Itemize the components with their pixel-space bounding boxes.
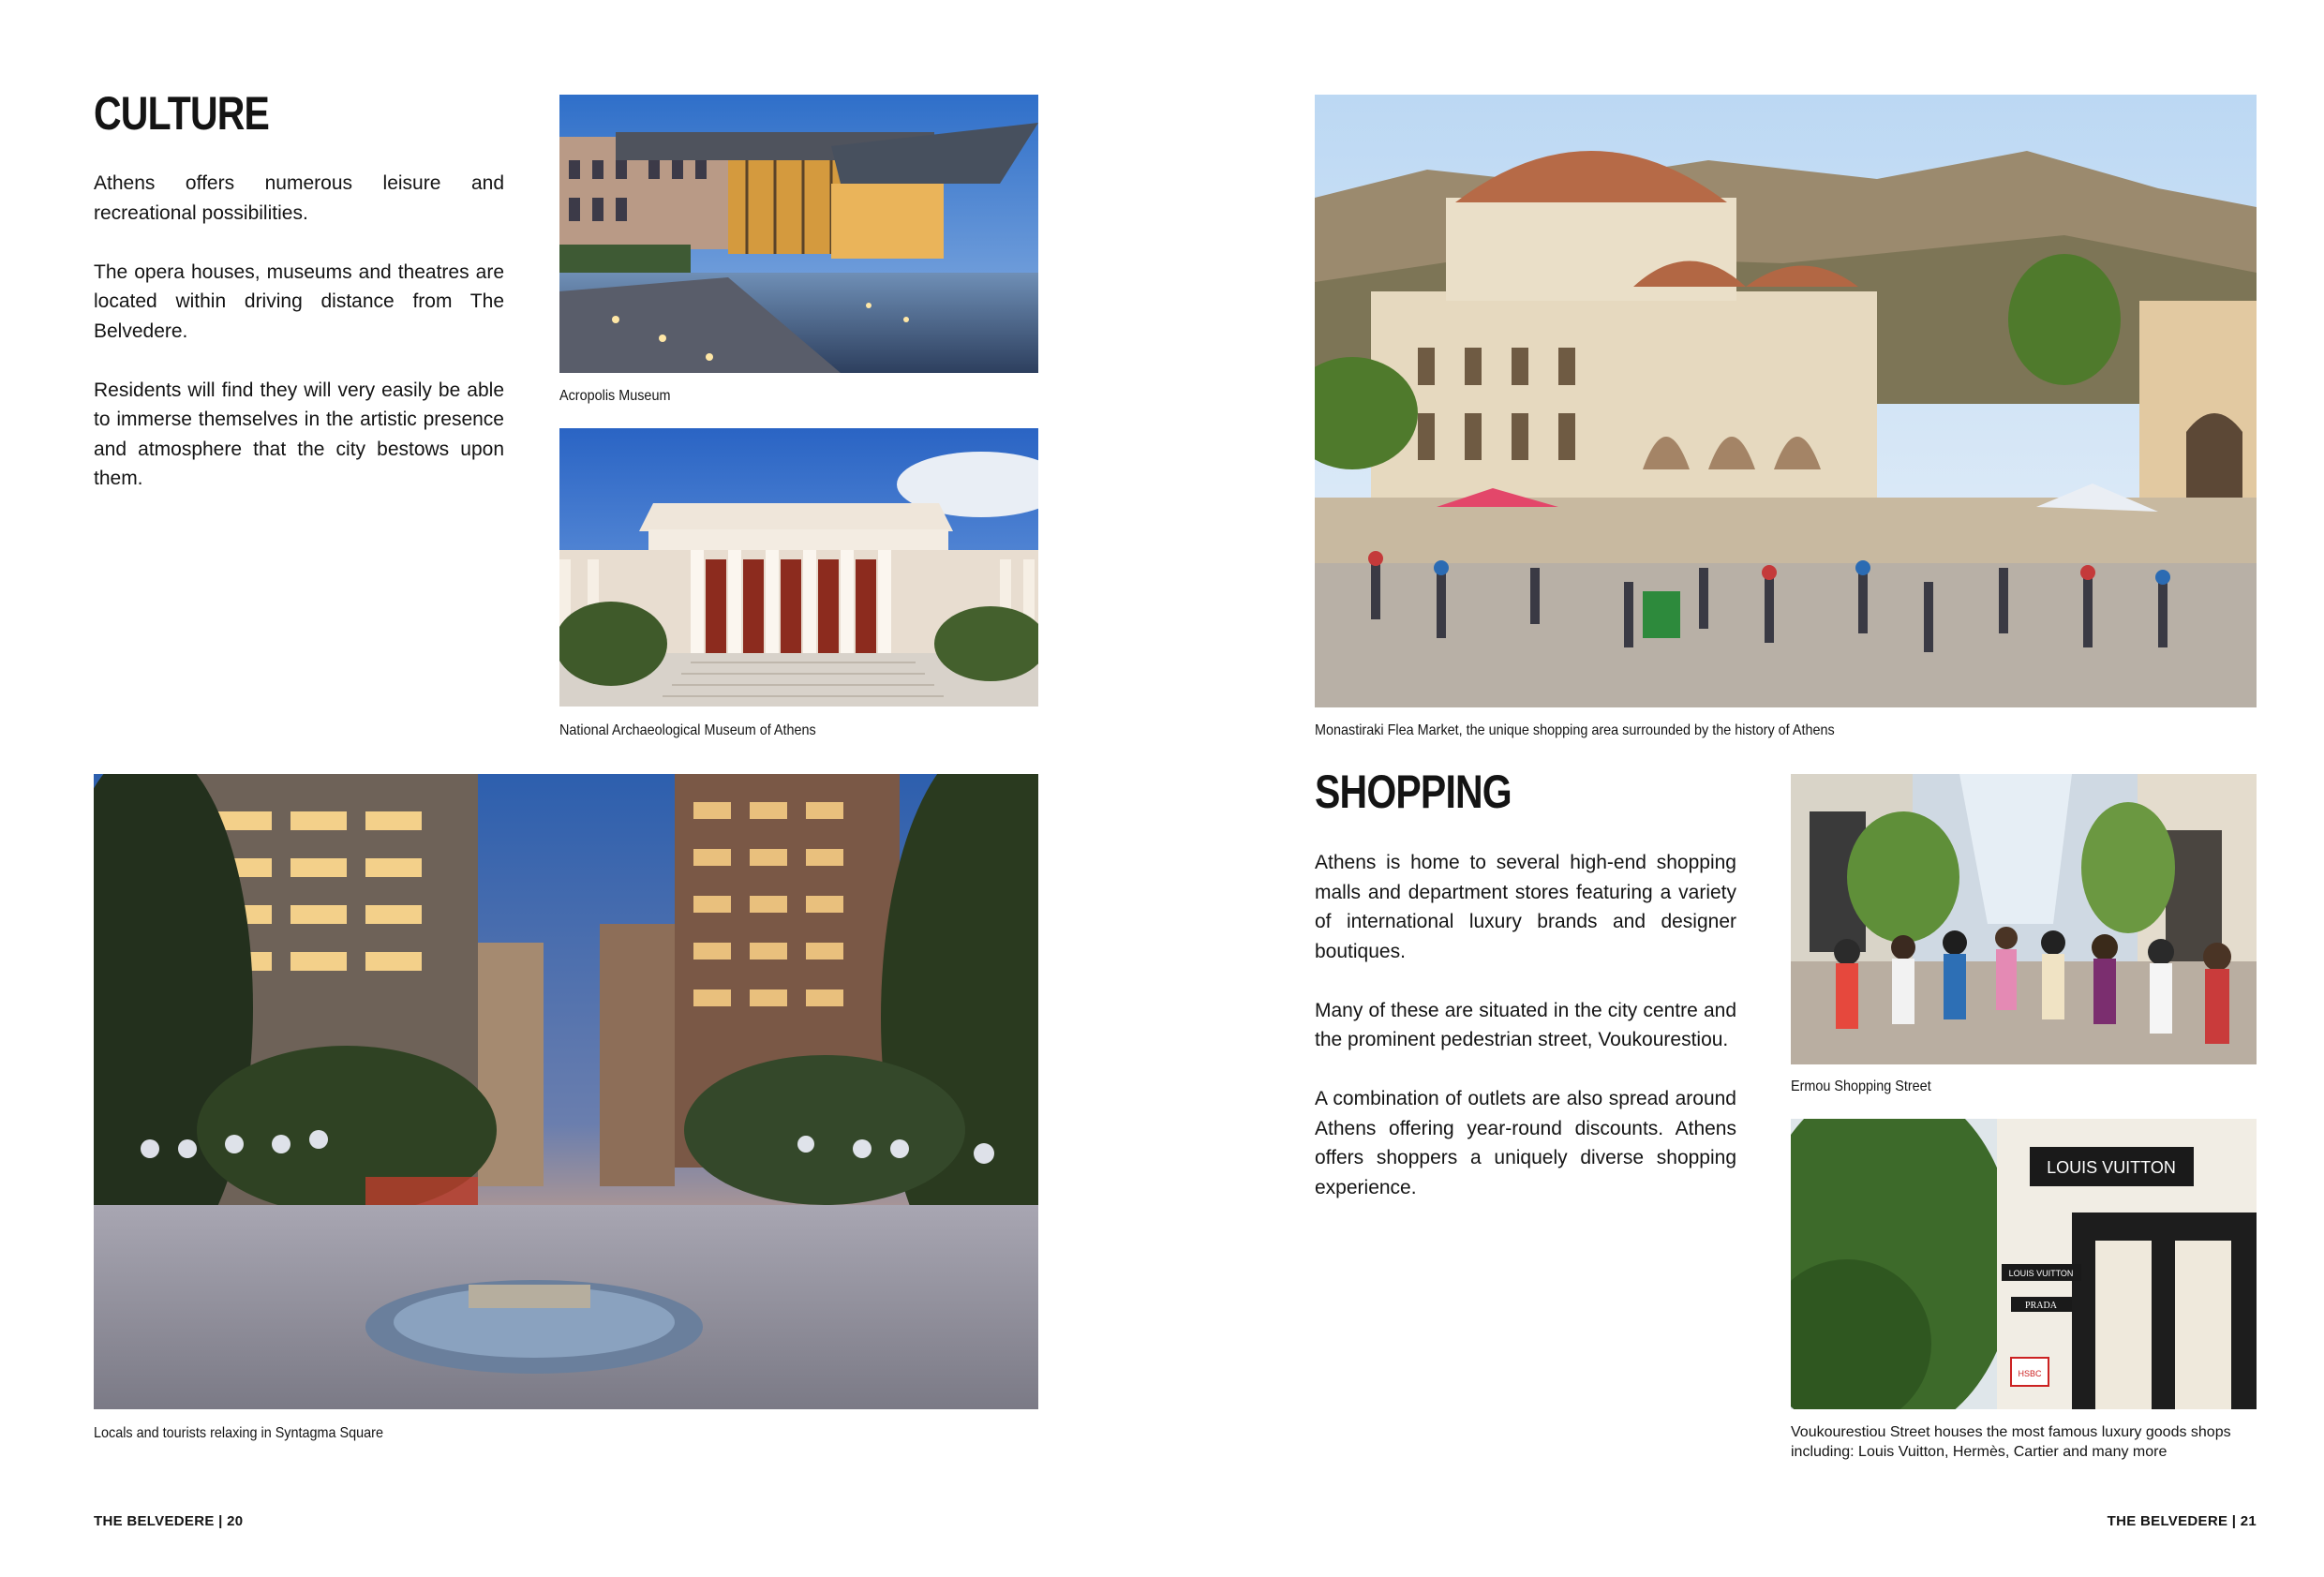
acropolis-museum-photo bbox=[559, 95, 1038, 373]
syntagma-square-photo bbox=[94, 774, 1038, 1409]
syntagma-square-caption: Locals and tourists relaxing in Syntagma Square bbox=[94, 1425, 383, 1441]
culture-paragraph-2: The opera houses, museums and theatres are located within driving distance from The Belvedere. bbox=[94, 260, 504, 342]
acropolis-museum-caption: Acropolis Museum bbox=[559, 388, 671, 404]
culture-paragraph-3: Residents will find they will very easily be able to immerse themselves in the artistic presence and atmosphere that the city bestows upon them. bbox=[94, 379, 504, 489]
culture-heading: CULTURE bbox=[94, 87, 270, 140]
hsbc-sign-text: HSBC bbox=[2018, 1369, 2042, 1378]
archaeological-museum-photo bbox=[559, 428, 1038, 707]
prada-sign-text: PRADA bbox=[2025, 1301, 2057, 1311]
shopping-paragraph-2: Many of these are situated in the city centre and the prominent pedestrian street, Voukourestiou. bbox=[1315, 999, 1736, 1050]
ermou-street-caption: Ermou Shopping Street bbox=[1791, 1079, 1931, 1094]
shopping-body bbox=[1315, 848, 1736, 1232]
monastiraki-photo bbox=[1315, 95, 2257, 707]
shopping-paragraph-1: Athens is home to several high-end shopping malls and department stores featuring a variety of international luxury brands and designer boutiques. bbox=[1315, 852, 1736, 962]
voukourestiou-street-photo bbox=[1791, 1119, 2257, 1409]
lv-sign-text: LOUIS VUITTON bbox=[2047, 1158, 2176, 1177]
shopping-paragraph-3: A combination of outlets are also spread around Athens offering year-round discounts. Athens offers shoppers a uniquely diverse shopping experience. bbox=[1315, 1088, 1736, 1198]
left-page-footer: THE BELVEDERE | 20 bbox=[94, 1513, 244, 1529]
culture-body bbox=[94, 169, 504, 523]
ermou-street-photo bbox=[1791, 774, 2257, 1064]
right-page-footer: THE BELVEDERE | 21 bbox=[2107, 1513, 2257, 1529]
culture-paragraph-1: Athens offers numerous leisure and recreational possibilities. bbox=[94, 172, 504, 224]
voukourestiou-street-caption: Voukourestiou Street houses the most famous luxury goods shops including: Louis Vuitton, Hermès, Cartier and many more bbox=[1791, 1424, 2231, 1460]
monastiraki-caption: Monastiraki Flea Market, the unique shopping area surrounded by the history of Athens bbox=[1315, 722, 1835, 738]
archaeological-museum-caption: National Archaeological Museum of Athens bbox=[559, 722, 816, 738]
lv-small-sign-text: LOUIS VUITTON bbox=[2008, 1269, 2074, 1278]
shopping-heading: SHOPPING bbox=[1315, 766, 1512, 818]
